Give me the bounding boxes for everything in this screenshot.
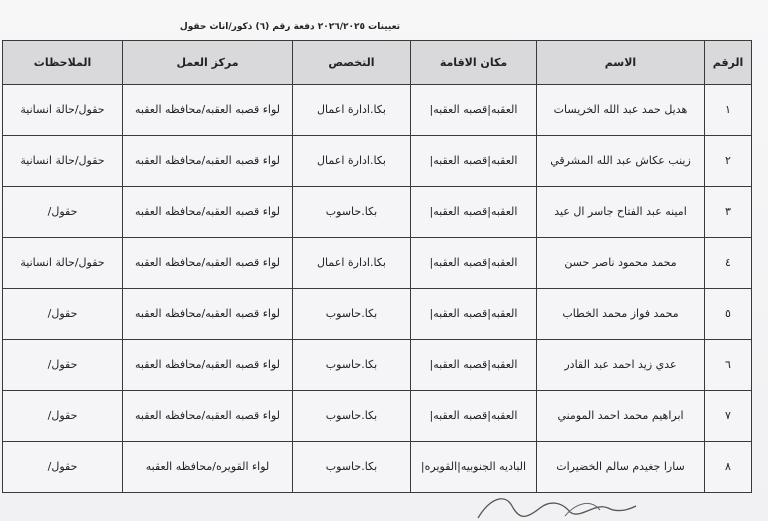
row-notes: حقول/ (3, 289, 123, 340)
table-row (3, 238, 752, 289)
row-workplace: لواء القويره/محافظه العقبه (123, 442, 293, 493)
row-name: سارا جغيدم سالم الخضيرات (537, 442, 705, 493)
column-header-name: الاسم (537, 41, 705, 85)
row-workplace: لواء قصبه العقبه/محافظه العقبه (123, 85, 293, 136)
row-workplace: لواء قصبه العقبه/محافظه العقبه (123, 136, 293, 187)
row-residence: العقبه|قصبه العقبه| (411, 238, 537, 289)
row-number: ٤ (705, 238, 752, 289)
row-number: ٨ (705, 442, 752, 493)
row-name: ابراهيم محمد احمد المومني (537, 391, 705, 442)
table-row (3, 391, 752, 442)
row-name: زينب عكاش عبد الله المشرقي (537, 136, 705, 187)
column-header-notes: الملاحظات (3, 41, 123, 85)
row-notes: حقول/حالة انسانية (3, 136, 123, 187)
row-name: امينه عبد الفتاح جاسر ال عيد (537, 187, 705, 238)
row-notes: حقول/ (3, 187, 123, 238)
row-notes: حقول/حالة انسانية (3, 238, 123, 289)
row-workplace: لواء قصبه العقبه/محافظه العقبه (123, 187, 293, 238)
row-residence: العقبه|قصبه العقبه| (411, 136, 537, 187)
row-residence: الباديه الجنوبيه|القويره| (411, 442, 537, 493)
table-row (3, 187, 752, 238)
row-workplace: لواء قصبه العقبه/محافظه العقبه (123, 391, 293, 442)
row-residence: العقبه|قصبه العقبه| (411, 187, 537, 238)
row-notes: حقول/ (3, 340, 123, 391)
row-specialty: بكا.حاسوب (293, 391, 411, 442)
row-notes: حقول/ (3, 442, 123, 493)
row-workplace: لواء قصبه العقبه/محافظه العقبه (123, 289, 293, 340)
row-specialty: بكا.حاسوب (293, 442, 411, 493)
row-notes: حقول/ (3, 391, 123, 442)
table-row (3, 442, 752, 493)
row-number: ٧ (705, 391, 752, 442)
signature-scribble (470, 488, 640, 521)
row-residence: العقبه|قصبه العقبه| (411, 289, 537, 340)
row-residence: العقبه|قصبه العقبه| (411, 391, 537, 442)
row-specialty: بكا.حاسوب (293, 340, 411, 391)
row-number: ٣ (705, 187, 752, 238)
row-name: محمد محمود ناصر حسن (537, 238, 705, 289)
row-residence: العقبه|قصبه العقبه| (411, 340, 537, 391)
row-name: هديل حمد عبد الله الخريسات (537, 85, 705, 136)
row-specialty: بكا.حاسوب (293, 289, 411, 340)
row-number: ٢ (705, 136, 752, 187)
column-header-number: الرقم (705, 41, 752, 85)
row-number: ١ (705, 85, 752, 136)
column-header-workplace: مركز العمل (123, 41, 293, 85)
appointments-table (2, 40, 752, 493)
table-header-row (3, 41, 752, 85)
row-specialty: بكا.ادارة اعمال (293, 85, 411, 136)
table-row (3, 85, 752, 136)
row-notes: حقول/حالة انسانية (3, 85, 123, 136)
row-specialty: بكا.ادارة اعمال (293, 238, 411, 289)
row-number: ٦ (705, 340, 752, 391)
table-row (3, 289, 752, 340)
row-residence: العقبه|قصبه العقبه| (411, 85, 537, 136)
table-row (3, 136, 752, 187)
row-specialty: بكا.ادارة اعمال (293, 136, 411, 187)
row-workplace: لواء قصبه العقبه/محافظه العقبه (123, 238, 293, 289)
table-row (3, 340, 752, 391)
row-name: عدي زيد احمد عبد القادر (537, 340, 705, 391)
row-number: ٥ (705, 289, 752, 340)
column-header-specialty: التخصص (293, 41, 411, 85)
column-header-residence: مكان الاقامة (411, 41, 537, 85)
row-workplace: لواء قصبه العقبه/محافظه العقبه (123, 340, 293, 391)
row-name: محمد فواز محمد الخطاب (537, 289, 705, 340)
row-specialty: بكا.حاسوب (293, 187, 411, 238)
document-title: تعيينات ٢٠٢٦/٢٠٢٥ دفعة رقم (٦) ذكور/اناث حقول (179, 22, 401, 32)
